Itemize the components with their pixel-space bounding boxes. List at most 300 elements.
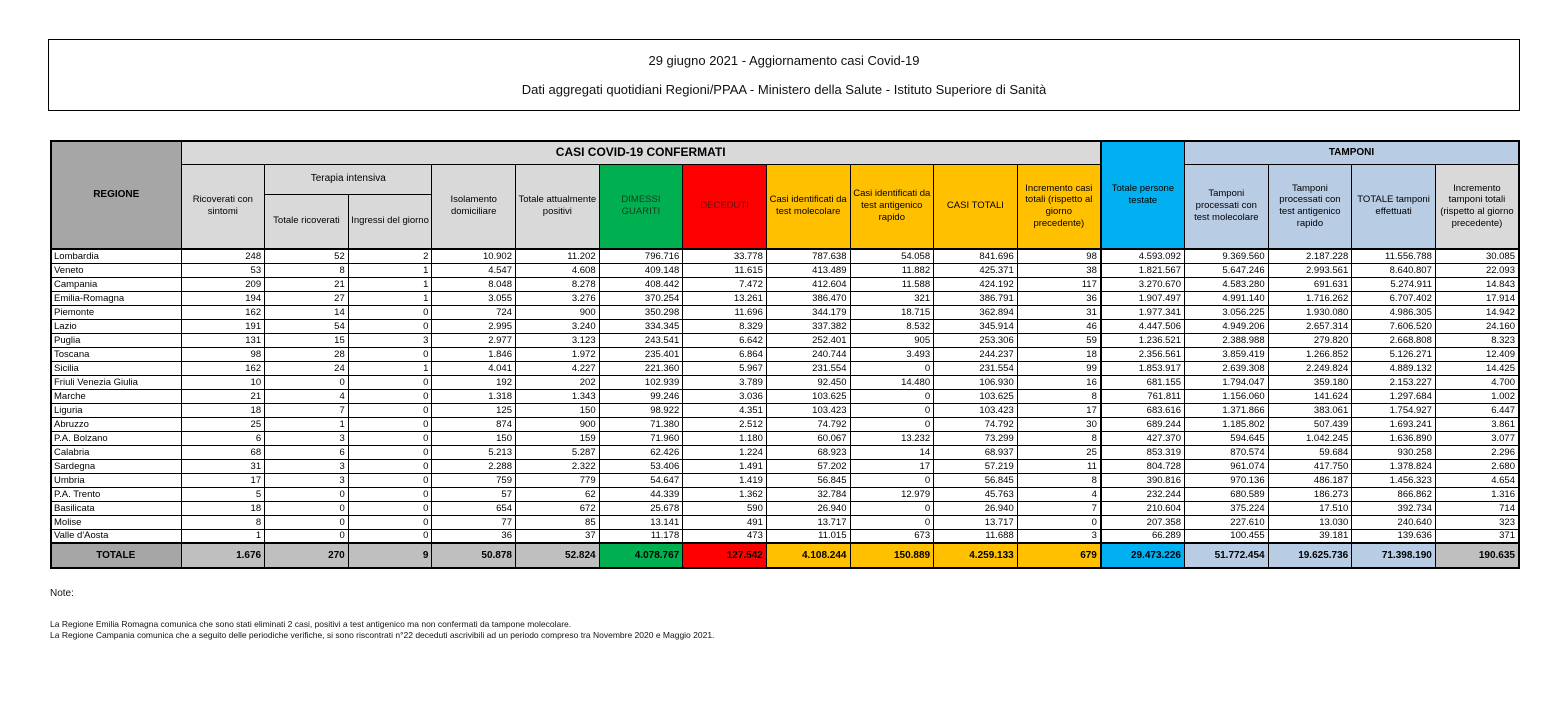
column-header-tamponi-molecolare: Tamponi processati con test molecolare: [1185, 164, 1269, 249]
data-cell: 22.093: [1435, 263, 1519, 277]
data-cell: 32.784: [766, 487, 850, 501]
data-cell: 3: [265, 473, 349, 487]
total-cell: 4.078.767: [599, 543, 683, 568]
data-cell: 1.794.047: [1185, 375, 1269, 389]
data-cell: 68: [181, 445, 265, 459]
data-cell: 350.298: [599, 305, 683, 319]
group-header-casi-confermati: CASI COVID-19 CONFERMATI: [181, 141, 1101, 164]
data-cell: 3.493: [850, 347, 934, 361]
data-cell: 56.845: [934, 473, 1018, 487]
note-line: La Regione Emilia Romagna comunica che sono stati eliminati 2 casi, positivi a test antigenico ma non confermati da tampone molecolare.: [50, 619, 572, 629]
data-cell: 13.261: [683, 291, 767, 305]
data-cell: 841.696: [934, 249, 1018, 263]
data-cell: 1.846: [432, 347, 516, 361]
data-cell: 4.889.132: [1352, 361, 1436, 375]
total-cell: 9: [348, 543, 432, 568]
data-cell: 159: [516, 431, 600, 445]
column-header-incremento-tamponi: Incremento tamponi totali (rispetto al giorno precedente): [1435, 164, 1519, 249]
total-label: TOTALE: [51, 543, 181, 568]
data-cell: 3.276: [516, 291, 600, 305]
note-lines: [50, 619, 714, 642]
data-cell: 57.202: [766, 459, 850, 473]
data-cell: 7.606.520: [1352, 319, 1436, 333]
column-header-casi-totali: CASI TOTALI: [934, 164, 1018, 249]
data-cell: 150: [432, 431, 516, 445]
data-cell: 1.042.245: [1268, 431, 1352, 445]
total-cell: 679: [1017, 543, 1101, 568]
data-cell: 590: [683, 501, 767, 515]
data-cell: 724: [432, 305, 516, 319]
data-cell: 11.202: [516, 249, 600, 263]
data-cell: 73.299: [934, 431, 1018, 445]
data-cell: 14.480: [850, 375, 934, 389]
data-cell: 71.960: [599, 431, 683, 445]
data-cell: 2.680: [1435, 459, 1519, 473]
data-cell: 0: [265, 375, 349, 389]
total-cell: 51.772.454: [1185, 543, 1269, 568]
table-row: [51, 375, 1519, 389]
data-cell: 139.636: [1352, 529, 1436, 543]
data-cell: 11.696: [683, 305, 767, 319]
data-cell: 53.406: [599, 459, 683, 473]
data-cell: 227.610: [1185, 515, 1269, 529]
region-name: Sardegna: [51, 459, 181, 473]
data-cell: 106.930: [934, 375, 1018, 389]
data-cell: 408.442: [599, 277, 683, 291]
table-row: [51, 249, 1519, 263]
data-cell: 24: [265, 361, 349, 375]
data-cell: 3.056.225: [1185, 305, 1269, 319]
data-cell: 3.036: [683, 389, 767, 403]
data-cell: 0: [348, 529, 432, 543]
data-cell: 232.244: [1101, 487, 1185, 501]
data-cell: 3: [265, 459, 349, 473]
table-row: [51, 305, 1519, 319]
column-header-tamponi-antigenico: Tamponi processati con test antigenico rapido: [1268, 164, 1352, 249]
total-cell: 1.676: [181, 543, 265, 568]
data-cell: 1.491: [683, 459, 767, 473]
group-header-tamponi: TAMPONI: [1185, 141, 1520, 164]
region-name: P.A. Trento: [51, 487, 181, 501]
data-cell: 3.240: [516, 319, 600, 333]
data-cell: 15: [265, 333, 349, 347]
data-cell: 30: [1017, 417, 1101, 431]
covid-data-table: [50, 140, 1520, 569]
data-cell: 0: [1017, 515, 1101, 529]
data-cell: 0: [265, 529, 349, 543]
data-cell: 4.654: [1435, 473, 1519, 487]
data-cell: 11.556.788: [1352, 249, 1436, 263]
data-cell: 8.329: [683, 319, 767, 333]
data-cell: 74.792: [934, 417, 1018, 431]
data-cell: 3: [348, 333, 432, 347]
data-cell: 804.728: [1101, 459, 1185, 473]
total-row: [51, 543, 1519, 568]
data-cell: 13.717: [766, 515, 850, 529]
data-cell: 970.136: [1185, 473, 1269, 487]
data-cell: 1.821.567: [1101, 263, 1185, 277]
data-cell: 11.882: [850, 263, 934, 277]
data-cell: 3.270.670: [1101, 277, 1185, 291]
data-cell: 25.678: [599, 501, 683, 515]
data-cell: 26.940: [766, 501, 850, 515]
data-cell: 8: [1017, 473, 1101, 487]
data-cell: 8: [181, 515, 265, 529]
report-title-box: [48, 39, 1520, 111]
data-cell: 1.419: [683, 473, 767, 487]
data-cell: 1.853.917: [1101, 361, 1185, 375]
column-header-isolamento-domiciliare: Isolamento domiciliare: [432, 164, 516, 249]
data-cell: 0: [348, 431, 432, 445]
data-cell: 100.455: [1185, 529, 1269, 543]
data-cell: 900: [516, 305, 600, 319]
column-header-totale-ricoverati: Totale ricoverati: [265, 194, 349, 249]
total-cell: 50.878: [432, 543, 516, 568]
column-header-casi-test-antigenico: Casi identificati da test antigenico rapido: [850, 164, 934, 249]
data-cell: 68.923: [766, 445, 850, 459]
column-header-ingressi-del-giorno: Ingressi del giorno: [348, 194, 432, 249]
data-cell: 6.707.402: [1352, 291, 1436, 305]
table-row: [51, 319, 1519, 333]
data-cell: 1.316: [1435, 487, 1519, 501]
data-cell: 409.148: [599, 263, 683, 277]
data-cell: 0: [265, 515, 349, 529]
data-cell: 18.715: [850, 305, 934, 319]
data-cell: 1.636.890: [1352, 431, 1436, 445]
table-row: [51, 277, 1519, 291]
data-cell: 53: [181, 263, 265, 277]
region-name: Piemonte: [51, 305, 181, 319]
data-cell: 4.583.280: [1185, 277, 1269, 291]
data-cell: 672: [516, 501, 600, 515]
data-cell: 3.789: [683, 375, 767, 389]
data-cell: 0: [348, 319, 432, 333]
data-cell: 1: [348, 263, 432, 277]
data-cell: 13.717: [934, 515, 1018, 529]
data-cell: 11: [1017, 459, 1101, 473]
data-cell: 787.638: [766, 249, 850, 263]
data-cell: 231.554: [766, 361, 850, 375]
total-cell: 190.635: [1435, 543, 1519, 568]
data-cell: 0: [265, 501, 349, 515]
data-cell: 1.972: [516, 347, 600, 361]
data-cell: 45.763: [934, 487, 1018, 501]
data-cell: 60.067: [766, 431, 850, 445]
region-name: Marche: [51, 389, 181, 403]
data-cell: 6: [265, 445, 349, 459]
data-cell: 21: [181, 389, 265, 403]
table-row: [51, 333, 1519, 347]
data-cell: 17: [850, 459, 934, 473]
data-cell: 240.744: [766, 347, 850, 361]
data-cell: 2.512: [683, 417, 767, 431]
data-cell: 654: [432, 501, 516, 515]
data-cell: 36: [432, 529, 516, 543]
data-cell: 334.345: [599, 319, 683, 333]
region-name: Molise: [51, 515, 181, 529]
data-cell: 17: [181, 473, 265, 487]
data-cell: 507.439: [1268, 417, 1352, 431]
data-cell: 3: [265, 431, 349, 445]
table-row: [51, 263, 1519, 277]
data-cell: 27: [265, 291, 349, 305]
data-cell: 2.187.228: [1268, 249, 1352, 263]
region-name: Campania: [51, 277, 181, 291]
data-cell: 2.322: [516, 459, 600, 473]
data-cell: 14: [265, 305, 349, 319]
data-cell: 359.180: [1268, 375, 1352, 389]
data-cell: 38: [1017, 263, 1101, 277]
data-cell: 1.930.080: [1268, 305, 1352, 319]
data-cell: 386.791: [934, 291, 1018, 305]
data-cell: 46: [1017, 319, 1101, 333]
data-cell: 210.604: [1101, 501, 1185, 515]
data-cell: 4.593.092: [1101, 249, 1185, 263]
data-cell: 17.914: [1435, 291, 1519, 305]
data-cell: 1.297.684: [1352, 389, 1436, 403]
region-name: Veneto: [51, 263, 181, 277]
data-cell: 0: [348, 347, 432, 361]
data-cell: 54: [265, 319, 349, 333]
data-cell: 13.141: [599, 515, 683, 529]
data-cell: 98: [1017, 249, 1101, 263]
data-cell: 30.085: [1435, 249, 1519, 263]
data-cell: 66.289: [1101, 529, 1185, 543]
table-row: [51, 459, 1519, 473]
data-cell: 2.993.561: [1268, 263, 1352, 277]
data-cell: 248: [181, 249, 265, 263]
data-cell: 3.859.419: [1185, 347, 1269, 361]
data-cell: 323: [1435, 515, 1519, 529]
data-cell: 1.185.802: [1185, 417, 1269, 431]
data-cell: 2.657.314: [1268, 319, 1352, 333]
column-header-deceduti: DECEDUTI: [683, 164, 767, 249]
data-cell: 192: [432, 375, 516, 389]
data-cell: 2.296: [1435, 445, 1519, 459]
data-cell: 1.156.060: [1185, 389, 1269, 403]
data-cell: 125: [432, 403, 516, 417]
total-cell: 4.108.244: [766, 543, 850, 568]
region-name: Valle d'Aosta: [51, 529, 181, 543]
data-cell: 186.273: [1268, 487, 1352, 501]
data-cell: 1: [265, 417, 349, 431]
region-name: Calabria: [51, 445, 181, 459]
region-name: Friuli Venezia Giulia: [51, 375, 181, 389]
data-cell: 866.862: [1352, 487, 1436, 501]
data-cell: 8.532: [850, 319, 934, 333]
region-name: Lombardia: [51, 249, 181, 263]
data-cell: 103.423: [934, 403, 1018, 417]
data-cell: 14.425: [1435, 361, 1519, 375]
data-cell: 7.472: [683, 277, 767, 291]
data-cell: 594.645: [1185, 431, 1269, 445]
data-cell: 8: [1017, 431, 1101, 445]
data-cell: 473: [683, 529, 767, 543]
data-cell: 345.914: [934, 319, 1018, 333]
total-cell: 4.259.133: [934, 543, 1018, 568]
notes-section: [50, 588, 714, 642]
data-cell: 5.967: [683, 361, 767, 375]
data-cell: 17.510: [1268, 501, 1352, 515]
data-cell: 8.640.807: [1352, 263, 1436, 277]
data-cell: 689.244: [1101, 417, 1185, 431]
table-row: [51, 389, 1519, 403]
table-row: [51, 417, 1519, 431]
data-cell: 337.382: [766, 319, 850, 333]
data-cell: 5: [181, 487, 265, 501]
region-name: Umbria: [51, 473, 181, 487]
data-cell: 371: [1435, 529, 1519, 543]
table-row: [51, 291, 1519, 305]
group-header-terapia-intensiva: Terapia intensiva: [265, 164, 432, 194]
data-cell: 1.907.497: [1101, 291, 1185, 305]
table-row: [51, 361, 1519, 375]
data-cell: 905: [850, 333, 934, 347]
data-cell: 0: [850, 389, 934, 403]
data-cell: 252.401: [766, 333, 850, 347]
data-cell: 62: [516, 487, 600, 501]
notes-heading: Note:: [50, 588, 74, 599]
data-cell: 0: [348, 501, 432, 515]
data-cell: 1.266.852: [1268, 347, 1352, 361]
data-cell: 18: [1017, 347, 1101, 361]
data-cell: 2.153.227: [1352, 375, 1436, 389]
data-cell: 759: [432, 473, 516, 487]
data-cell: 194: [181, 291, 265, 305]
data-cell: 3.123: [516, 333, 600, 347]
data-cell: 8.278: [516, 277, 600, 291]
report-title-line1: 29 giugno 2021 - Aggiornamento casi Covid-19: [648, 53, 920, 69]
data-cell: 2.249.824: [1268, 361, 1352, 375]
data-cell: 4.700: [1435, 375, 1519, 389]
table-header: [51, 141, 1519, 249]
column-header-regione: REGIONE: [51, 141, 181, 249]
data-cell: 0: [348, 305, 432, 319]
note-line: La Regione Campania comunica che a seguito delle periodiche verifiche, si sono riscontrati n°22 deceduti ascrivibili ad un periodo compreso tra Novembre 2020 e Maggio 2021.: [50, 630, 715, 641]
data-cell: 4.991.140: [1185, 291, 1269, 305]
data-cell: 31: [1017, 305, 1101, 319]
data-cell: 8: [1017, 389, 1101, 403]
region-name: Basilicata: [51, 501, 181, 515]
data-cell: 0: [348, 515, 432, 529]
data-cell: 99: [1017, 361, 1101, 375]
data-cell: 427.370: [1101, 431, 1185, 445]
data-cell: 3.077: [1435, 431, 1519, 445]
data-cell: 279.820: [1268, 333, 1352, 347]
data-cell: 0: [850, 403, 934, 417]
total-cell: 52.824: [516, 543, 600, 568]
table-row: [51, 347, 1519, 361]
data-cell: 207.358: [1101, 515, 1185, 529]
table-row: [51, 501, 1519, 515]
total-cell: 150.889: [850, 543, 934, 568]
data-cell: 0: [850, 361, 934, 375]
table-row: [51, 473, 1519, 487]
data-cell: 85: [516, 515, 600, 529]
data-cell: 12.409: [1435, 347, 1519, 361]
data-cell: 0: [348, 375, 432, 389]
data-cell: 4.227: [516, 361, 600, 375]
region-name: Sicilia: [51, 361, 181, 375]
data-cell: 413.489: [766, 263, 850, 277]
data-cell: 874: [432, 417, 516, 431]
data-cell: 57: [432, 487, 516, 501]
data-cell: 930.258: [1352, 445, 1436, 459]
data-cell: 13.232: [850, 431, 934, 445]
data-cell: 425.371: [934, 263, 1018, 277]
data-cell: 31: [181, 459, 265, 473]
data-cell: 0: [850, 515, 934, 529]
data-cell: 14.843: [1435, 277, 1519, 291]
data-cell: 1.371.866: [1185, 403, 1269, 417]
data-cell: 2.668.808: [1352, 333, 1436, 347]
data-cell: 486.187: [1268, 473, 1352, 487]
data-cell: 16: [1017, 375, 1101, 389]
data-cell: 0: [348, 389, 432, 403]
data-cell: 417.750: [1268, 459, 1352, 473]
data-cell: 3: [1017, 529, 1101, 543]
data-cell: 10: [181, 375, 265, 389]
data-cell: 1.343: [516, 389, 600, 403]
region-name: P.A. Bolzano: [51, 431, 181, 445]
data-cell: 4: [265, 389, 349, 403]
data-cell: 14: [850, 445, 934, 459]
data-cell: 59.684: [1268, 445, 1352, 459]
table-row: [51, 529, 1519, 543]
column-header-totale-persone-testate: Totale persone testate: [1101, 141, 1185, 249]
data-cell: 221.360: [599, 361, 683, 375]
data-cell: 10.902: [432, 249, 516, 263]
data-cell: 2.977: [432, 333, 516, 347]
data-cell: 8.323: [1435, 333, 1519, 347]
data-cell: 386.470: [766, 291, 850, 305]
data-cell: 6.642: [683, 333, 767, 347]
region-name: Toscana: [51, 347, 181, 361]
data-cell: 62.426: [599, 445, 683, 459]
column-header-incremento-casi: Incremento casi totali (rispetto al giorno precedente): [1017, 164, 1101, 249]
data-cell: 162: [181, 305, 265, 319]
data-cell: 150: [516, 403, 600, 417]
region-name: Abruzzo: [51, 417, 181, 431]
data-cell: 0: [850, 473, 934, 487]
data-cell: 191: [181, 319, 265, 333]
table-row: [51, 515, 1519, 529]
data-cell: 25: [1017, 445, 1101, 459]
data-cell: 209: [181, 277, 265, 291]
data-cell: 103.625: [934, 389, 1018, 403]
data-cell: 36: [1017, 291, 1101, 305]
data-cell: 0: [265, 487, 349, 501]
data-cell: 0: [348, 473, 432, 487]
data-cell: 1.754.927: [1352, 403, 1436, 417]
data-cell: 900: [516, 417, 600, 431]
table-body: [51, 249, 1519, 568]
data-cell: 8: [265, 263, 349, 277]
data-cell: 2.288: [432, 459, 516, 473]
data-cell: 71.380: [599, 417, 683, 431]
data-cell: 2.388.988: [1185, 333, 1269, 347]
data-cell: 131: [181, 333, 265, 347]
data-cell: 68.937: [934, 445, 1018, 459]
data-cell: 6.864: [683, 347, 767, 361]
data-cell: 870.574: [1185, 445, 1269, 459]
data-cell: 2: [348, 249, 432, 263]
data-cell: 92.450: [766, 375, 850, 389]
data-cell: 1: [348, 291, 432, 305]
total-cell: 270: [265, 543, 349, 568]
data-cell: 11.688: [934, 529, 1018, 543]
column-header-casi-test-molecolare: Casi identificati da test molecolare: [766, 164, 850, 249]
